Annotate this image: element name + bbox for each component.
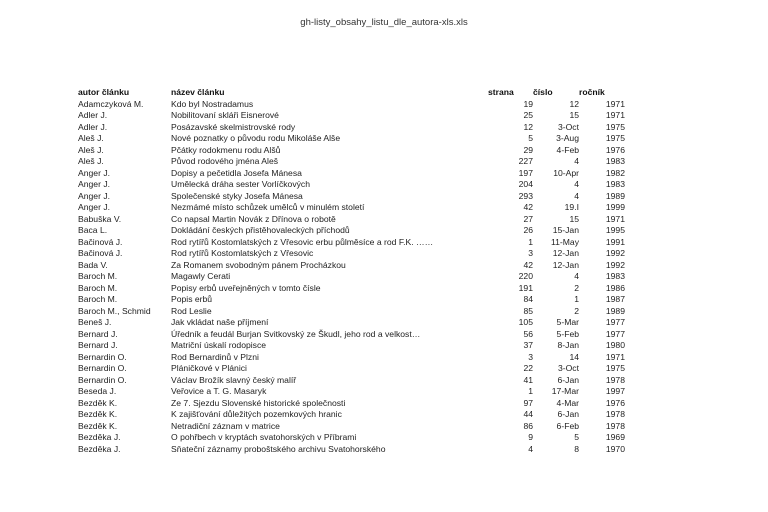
cell-page: 25 bbox=[523, 110, 533, 120]
cell-page: 85 bbox=[523, 305, 533, 316]
table-row bbox=[78, 306, 625, 318]
cell-year: 1970 bbox=[605, 443, 625, 454]
cell-title: Rod Bernardinů v Plzni bbox=[171, 351, 259, 362]
cell-author: Anger J. bbox=[78, 179, 111, 189]
table-row bbox=[78, 329, 625, 341]
table-row bbox=[78, 191, 625, 203]
cell-issue: 2 bbox=[574, 305, 579, 316]
cell-year: 1977 bbox=[605, 328, 625, 339]
cell-issue: 4 bbox=[574, 179, 579, 189]
cell-year: 1983 bbox=[605, 179, 625, 189]
cell-title: Nezmámé místo schůzek umělců v minulém století bbox=[171, 202, 365, 212]
cell-issue: 19.I bbox=[564, 202, 579, 212]
header-title: název článku bbox=[171, 87, 225, 97]
cell-page: 37 bbox=[523, 340, 533, 350]
cell-page: 26 bbox=[523, 225, 533, 235]
cell-issue: 2 bbox=[574, 282, 579, 293]
cell-year: 1986 bbox=[605, 282, 625, 293]
table-row bbox=[78, 168, 625, 180]
table-body bbox=[78, 99, 625, 456]
cell-title: Pčátky rodokmenu rodu Alšů bbox=[171, 144, 281, 155]
cell-page: 3 bbox=[528, 351, 533, 362]
table-row bbox=[78, 110, 625, 122]
cell-author: Bernardin O. bbox=[78, 351, 127, 362]
cell-issue: 4-Mar bbox=[556, 397, 579, 408]
cell-issue: 15 bbox=[569, 213, 579, 224]
cell-issue: 4 bbox=[574, 156, 579, 166]
table-row bbox=[78, 421, 625, 433]
table-row bbox=[78, 352, 625, 364]
cell-issue: 5-Feb bbox=[556, 328, 579, 339]
cell-title: Dopisy a pečetidla Josefa Mánesa bbox=[171, 167, 302, 178]
cell-issue: 12-Jan bbox=[552, 248, 579, 258]
cell-year: 1978 bbox=[605, 409, 625, 419]
cell-author: Aleš J. bbox=[78, 144, 104, 155]
cell-year: 1969 bbox=[605, 432, 625, 442]
cell-issue: 6-Jan bbox=[557, 409, 579, 419]
table-row bbox=[78, 432, 625, 444]
table-row bbox=[78, 375, 625, 387]
cell-year: 1975 bbox=[605, 121, 625, 132]
cell-author: Bačinová J. bbox=[78, 236, 123, 247]
cell-title: Rod Leslie bbox=[171, 305, 212, 316]
cell-author: Bernardin O. bbox=[78, 374, 127, 385]
cell-title: Za Romanem svobodným pánem Procházkou bbox=[171, 259, 346, 270]
cell-page: 220 bbox=[518, 271, 533, 281]
cell-page: 3 bbox=[528, 248, 533, 258]
table-row bbox=[78, 99, 625, 111]
cell-year: 1980 bbox=[605, 340, 625, 350]
cell-title: Úředník a feudál Burjan Svitkovský ze Škudl, jeho rod a velkost… bbox=[171, 328, 421, 339]
cell-page: 44 bbox=[523, 409, 533, 419]
cell-year: 1977 bbox=[605, 317, 625, 327]
cell-title: Pláničkové v Plánici bbox=[171, 363, 247, 373]
cell-page: 22 bbox=[523, 363, 533, 373]
cell-title: Umělecká dráha sester Vorlíčkových bbox=[171, 179, 310, 189]
table-row bbox=[78, 122, 625, 134]
cell-author: Anger J. bbox=[78, 167, 111, 178]
cell-page: 97 bbox=[523, 397, 533, 408]
cell-page: 293 bbox=[518, 190, 533, 201]
cell-year: 1971 bbox=[605, 213, 625, 224]
cell-page: 42 bbox=[523, 202, 533, 212]
articles-table bbox=[78, 87, 625, 455]
cell-author: Aleš J. bbox=[78, 156, 104, 166]
cell-issue: 8 bbox=[574, 443, 579, 454]
table-row bbox=[78, 398, 625, 410]
document-title: gh-listy_obsahy_listu_dle_autora-xls.xls bbox=[300, 17, 468, 28]
cell-year: 1971 bbox=[605, 351, 625, 362]
header-issue: číslo bbox=[533, 87, 553, 97]
cell-author: Bernardin O. bbox=[78, 363, 127, 373]
header-year: ročník bbox=[579, 87, 605, 97]
cell-author: Baroch M., Schmid bbox=[78, 305, 151, 316]
cell-title: Magawly Cerati bbox=[171, 271, 231, 281]
cell-year: 1989 bbox=[605, 305, 625, 316]
cell-page: 41 bbox=[523, 374, 533, 385]
cell-title: Popis erbů bbox=[171, 294, 213, 304]
cell-issue: 4 bbox=[574, 271, 579, 281]
cell-issue: 14 bbox=[569, 351, 579, 362]
cell-author: Anger J. bbox=[78, 190, 111, 201]
cell-title: Kdo byl Nostradamus bbox=[171, 98, 254, 109]
cell-issue: 1 bbox=[574, 294, 579, 304]
cell-issue: 3-Oct bbox=[557, 363, 579, 373]
table-row bbox=[78, 133, 625, 145]
cell-author: Bezděk K. bbox=[78, 397, 118, 408]
cell-author: Beneš J. bbox=[78, 317, 112, 327]
table-row bbox=[78, 260, 625, 272]
table-row bbox=[78, 409, 625, 421]
cell-author: Adler J. bbox=[78, 110, 108, 120]
cell-author: Baca L. bbox=[78, 225, 108, 235]
cell-year: 1975 bbox=[605, 363, 625, 373]
cell-title: Jak vkládat naše příjmení bbox=[171, 317, 269, 327]
cell-year: 1989 bbox=[605, 190, 625, 201]
table-row bbox=[78, 340, 625, 352]
cell-author: Beseda J. bbox=[78, 386, 117, 396]
cell-title: Popisy erbů uveřejněných v tomto čísle bbox=[171, 282, 321, 293]
cell-year: 1995 bbox=[605, 225, 625, 235]
cell-page: 204 bbox=[518, 179, 533, 189]
cell-issue: 12 bbox=[569, 98, 579, 109]
cell-issue: 15 bbox=[569, 110, 579, 120]
cell-title: Rod rytířů Kostomlatských z Vřesovic erbu půlměsíce a rod F.K. …… bbox=[171, 236, 434, 247]
cell-author: Aleš J. bbox=[78, 133, 104, 143]
cell-author: Bezděk K. bbox=[78, 420, 118, 431]
cell-title: Václav Brožík slavný český malíř bbox=[171, 374, 297, 385]
cell-year: 1991 bbox=[605, 236, 625, 247]
cell-author: Baroch M. bbox=[78, 271, 118, 281]
cell-author: Babuška V. bbox=[78, 213, 122, 224]
table-row bbox=[78, 156, 625, 168]
header-author: autor článku bbox=[78, 87, 130, 97]
cell-page: 27 bbox=[523, 213, 533, 224]
cell-title: O pohřbech v kryptách svatohorských v Příbrami bbox=[171, 432, 357, 442]
cell-author: Bernard J. bbox=[78, 340, 118, 350]
table-row bbox=[78, 317, 625, 329]
cell-title: Společenské styky Josefa Mánesa bbox=[171, 190, 303, 201]
cell-year: 1982 bbox=[605, 167, 625, 178]
cell-issue: 4 bbox=[574, 190, 579, 201]
table-row bbox=[78, 444, 625, 456]
cell-year: 1992 bbox=[605, 248, 625, 258]
cell-author: Bačinová J. bbox=[78, 248, 123, 258]
cell-title: Ze 7. Sjezdu Slovenské historické společnosti bbox=[171, 397, 346, 408]
table-row bbox=[78, 386, 625, 398]
cell-issue: 11-May bbox=[550, 236, 579, 247]
table-row bbox=[78, 283, 625, 295]
cell-year: 1978 bbox=[605, 420, 625, 431]
cell-page: 12 bbox=[523, 121, 533, 132]
cell-issue: 6-Feb bbox=[556, 420, 579, 431]
cell-title: Dokládání českých přistěhovaleckých příchodů bbox=[171, 225, 350, 235]
cell-issue: 3-Oct bbox=[557, 121, 579, 132]
cell-page: 42 bbox=[523, 259, 533, 270]
cell-title: Matriční úskalí rodopisce bbox=[171, 340, 267, 350]
cell-year: 1971 bbox=[605, 110, 625, 120]
cell-page: 56 bbox=[523, 328, 533, 339]
cell-author: Baroch M. bbox=[78, 294, 118, 304]
cell-issue: 15-Jan bbox=[552, 225, 579, 235]
cell-issue: 12-Jan bbox=[552, 259, 579, 270]
cell-author: Baroch M. bbox=[78, 282, 118, 293]
cell-issue: 4-Feb bbox=[556, 144, 579, 155]
cell-author: Bezděk K. bbox=[78, 409, 118, 419]
cell-title: K zajišťování důležitých pozemkových hranic bbox=[171, 409, 342, 419]
cell-title: Rod rytířů Kostomlatských z Vřesovic bbox=[171, 248, 314, 258]
cell-year: 1976 bbox=[605, 397, 625, 408]
cell-page: 1 bbox=[528, 236, 533, 247]
table-header-row bbox=[78, 87, 625, 99]
cell-author: Anger J. bbox=[78, 202, 111, 212]
cell-title: Posázavské skelmistrovské rody bbox=[171, 121, 296, 132]
cell-author: Adler J. bbox=[78, 121, 108, 132]
cell-page: 5 bbox=[528, 133, 533, 143]
cell-year: 1992 bbox=[605, 259, 625, 270]
cell-page: 191 bbox=[518, 282, 533, 293]
cell-page: 86 bbox=[523, 420, 533, 431]
cell-title: Sňateční záznamy proboštského archivu Svatohorského bbox=[171, 443, 386, 454]
cell-year: 1997 bbox=[605, 386, 625, 396]
cell-page: 19 bbox=[523, 98, 533, 109]
table-row bbox=[78, 248, 625, 260]
cell-author: Bezděka J. bbox=[78, 432, 121, 442]
cell-page: 105 bbox=[518, 317, 533, 327]
cell-title: Nobilitovaní skláři Eisnerové bbox=[171, 110, 279, 120]
cell-title: Co napsal Martin Novák z Dřínova o robotě bbox=[171, 213, 336, 224]
cell-page: 29 bbox=[523, 144, 533, 155]
cell-page: 1 bbox=[528, 386, 533, 396]
cell-author: Bezděka J. bbox=[78, 443, 121, 454]
cell-title: Původ rodového jména Aleš bbox=[171, 156, 279, 166]
cell-issue: 10-Apr bbox=[553, 167, 579, 178]
header-page: strana bbox=[488, 87, 514, 97]
cell-title: Veřovice a T. G. Masaryk bbox=[171, 386, 267, 396]
cell-year: 1983 bbox=[605, 156, 625, 166]
table-row bbox=[78, 294, 625, 306]
table-row bbox=[78, 202, 625, 214]
cell-page: 197 bbox=[518, 167, 533, 178]
cell-year: 1975 bbox=[605, 133, 625, 143]
table-row bbox=[78, 225, 625, 237]
cell-author: Bada V. bbox=[78, 259, 108, 270]
cell-year: 1983 bbox=[605, 271, 625, 281]
table-row bbox=[78, 237, 625, 249]
cell-issue: 3-Aug bbox=[556, 133, 579, 143]
table-row bbox=[78, 363, 625, 375]
cell-year: 1987 bbox=[605, 294, 625, 304]
cell-year: 1999 bbox=[605, 202, 625, 212]
cell-author: Adamczyková M. bbox=[78, 98, 144, 109]
cell-year: 1971 bbox=[605, 98, 625, 109]
cell-title: Netradiční záznam v matrice bbox=[171, 420, 280, 431]
table-row bbox=[78, 214, 625, 226]
cell-year: 1976 bbox=[605, 144, 625, 155]
cell-issue: 8-Jan bbox=[557, 340, 579, 350]
cell-title: Nové poznatky o původu rodu Mikoláše Alše bbox=[171, 133, 341, 143]
cell-issue: 17-Mar bbox=[551, 386, 579, 396]
cell-issue: 5-Mar bbox=[556, 317, 579, 327]
cell-page: 4 bbox=[528, 443, 533, 454]
cell-issue: 5 bbox=[574, 432, 579, 442]
table-row bbox=[78, 145, 625, 157]
cell-page: 9 bbox=[528, 432, 533, 442]
cell-page: 227 bbox=[518, 156, 533, 166]
table-row bbox=[78, 179, 625, 191]
table-row bbox=[78, 271, 625, 283]
cell-year: 1978 bbox=[605, 374, 625, 385]
cell-issue: 6-Jan bbox=[557, 374, 579, 385]
cell-page: 84 bbox=[523, 294, 533, 304]
cell-author: Bernard J. bbox=[78, 328, 118, 339]
